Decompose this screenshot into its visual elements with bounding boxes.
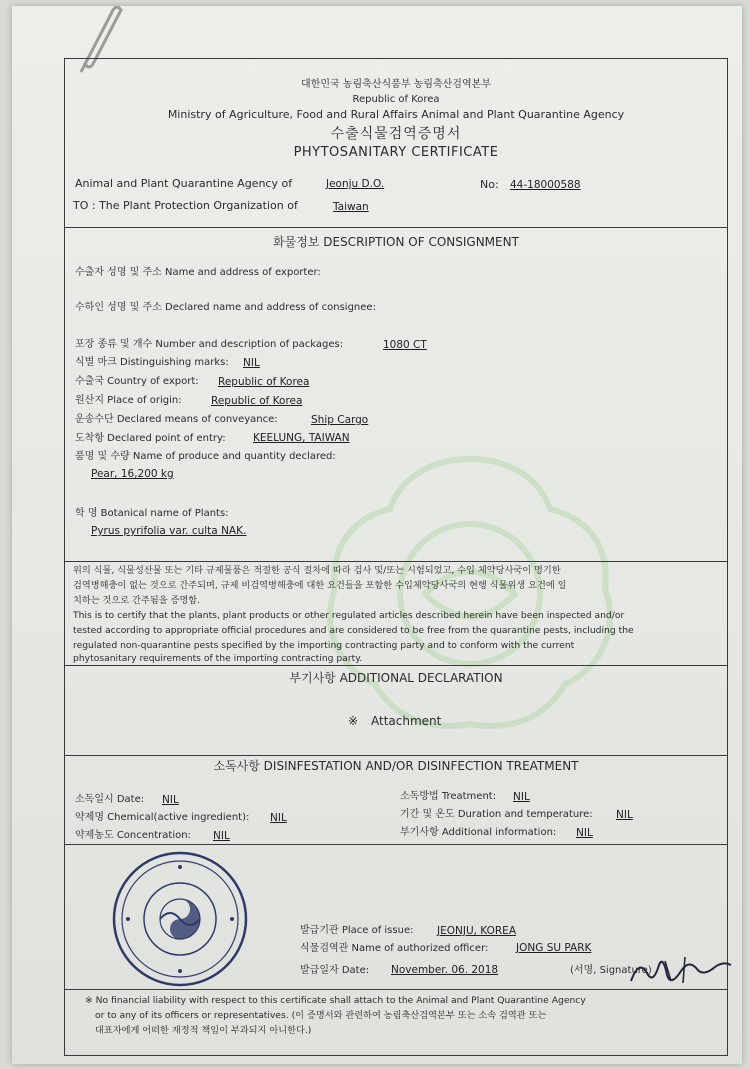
title-english: PHYTOSANITARY CERTIFICATE <box>293 145 499 160</box>
certify-english-1: This is to certify that the plants, plant products or other regulated articles described herein have been inspected and/or <box>73 610 625 621</box>
divider <box>65 844 727 845</box>
conveyance-label: 운송수단 Declared means of conveyance: <box>75 414 278 425</box>
additional-heading: 부기사항 ADDITIONAL DECLARATION <box>289 671 503 685</box>
treatment-heading: 소독사항 DISINFESTATION AND/OR DISINFECTION TREATMENT <box>213 759 579 773</box>
footer-line-1: ※ No financial liability with respect to this certificate shall attach to the Animal and Plant Quarantine Agency <box>85 995 586 1006</box>
official-seal-icon <box>110 849 250 989</box>
treatment-date-label: 소독일시 Date: <box>75 794 145 805</box>
packages-label: 포장 종류 및 개수 Number and description of packages: <box>75 339 344 350</box>
origin-label: 원산지 Place of origin: <box>75 395 182 406</box>
marks-value: NIL <box>243 357 260 369</box>
issue-date-value: November. 06. 2018 <box>391 964 499 976</box>
additional-attachment: Attachment <box>371 714 442 728</box>
produce-label: 품명 및 수량 Name of produce and quantity declared: <box>75 451 336 462</box>
certificate-paper <box>12 6 742 1064</box>
concentration-value: NIL <box>213 830 230 842</box>
agency-name-korean: 대한민국 농림축산식품부 농림축산검역본부 <box>301 79 491 90</box>
duration-value: NIL <box>616 809 633 821</box>
divider <box>65 665 727 666</box>
certify-korean-1: 위의 식물, 식물성산물 또는 기타 규제물품은 적절한 공식 절차에 따라 검사 및/또는 시험되었고, 수입 체약당사국이 명기한 <box>73 565 561 576</box>
produce-value: Pear, 16,200 kg <box>91 468 174 480</box>
certify-english-2: tested according to appropriate official procedures and are considered to be free from the quarantine pests, including the <box>73 625 634 636</box>
issue-date-label: 발급일자 Date: <box>300 965 370 976</box>
consignee-label: 수하인 성명 및 주소 Declared name and address of consignee: <box>75 302 376 313</box>
chemical-label: 약제명 Chemical(active ingredient): <box>75 812 250 823</box>
treatment-method-value: NIL <box>513 791 530 803</box>
export-country-value: Republic of Korea <box>218 376 310 388</box>
issue-place-label: 발급기관 Place of issue: <box>300 925 414 936</box>
additional-info-label: 부기사항 Additional information: <box>400 827 557 838</box>
issuer-value: Jeonju D.O. <box>326 178 385 190</box>
agency-name-english: Ministry of Agriculture, Food and Rural Affairs Animal and Plant Quarantine Agency <box>167 108 625 121</box>
divider <box>65 561 727 562</box>
footer-line-2: or to any of its officers or representatives. (이 증명서와 관련하여 농림축산검역본부 또는 소속 검역관 또는 <box>95 1010 547 1021</box>
officer-label: 식물검역관 Name of authorized officer: <box>300 943 489 954</box>
certify-english-3: regulated non-quarantine pests specified by the importing contracting party and to conform with the current <box>73 640 575 651</box>
divider <box>65 755 727 756</box>
chemical-value: NIL <box>270 812 287 824</box>
certificate-number-value: 44-18000588 <box>510 179 581 191</box>
treatment-method-label: 소독방법 Treatment: <box>400 791 497 802</box>
conveyance-value: Ship Cargo <box>311 414 369 426</box>
handwritten-signature <box>625 951 735 991</box>
certificate-frame <box>64 58 728 1056</box>
entry-value: KEELUNG, TAIWAN <box>253 432 350 444</box>
entry-label: 도착항 Declared point of entry: <box>75 433 226 444</box>
divider <box>65 989 727 990</box>
issue-place-value: JEONJU, KOREA <box>437 925 516 937</box>
destination-value: Taiwan <box>333 201 369 213</box>
certify-korean-2: 검역병해충이 없는 것으로 간주되며, 규제 비검역병해충에 대한 요건들을 포함한 수입체약당사국의 현행 식물위생 요건에 일 <box>73 580 567 591</box>
additional-info-value: NIL <box>576 827 593 839</box>
footer-line-3: 대표자에게 어떠한 재정적 책임이 부과되지 아니한다.) <box>95 1025 312 1036</box>
issuer-label: Animal and Plant Quarantine Agency of <box>75 177 293 190</box>
marks-label: 식별 마크 Distinguishing marks: <box>75 357 229 368</box>
packages-value: 1080 CT <box>383 339 427 351</box>
export-country-label: 수출국 Country of export: <box>75 376 199 387</box>
origin-value: Republic of Korea <box>211 395 303 407</box>
destination-label: TO : The Plant Protection Organization of <box>73 199 298 212</box>
duration-label: 기간 및 온도 Duration and temperature: <box>400 809 593 820</box>
consignment-heading: 화물정보 DESCRIPTION OF CONSIGNMENT <box>273 235 519 249</box>
botanical-label: 학 명 Botanical name of Plants: <box>75 508 229 519</box>
title-korean: 수출식물검역증명서 <box>330 126 462 142</box>
concentration-label: 약제농도 Concentration: <box>75 830 191 841</box>
reference-mark: ※ <box>348 714 359 728</box>
treatment-date-value: NIL <box>162 794 179 806</box>
country-name: Republic of Korea <box>352 94 440 105</box>
officer-value: JONG SU PARK <box>516 942 592 954</box>
divider <box>65 227 727 228</box>
certificate-number-label: No: <box>480 178 499 191</box>
exporter-label: 수출자 성명 및 주소 Name and address of exporter: <box>75 267 321 278</box>
certify-english-4: phytosanitary requirements of the importing contracting party. <box>73 653 363 664</box>
signature-label: (서명, Signature) <box>570 965 652 976</box>
botanical-value: Pyrus pyrifolia var. culta NAK. <box>91 525 247 537</box>
certify-korean-3: 치하는 것으로 간주됨을 증명함. <box>73 595 201 606</box>
